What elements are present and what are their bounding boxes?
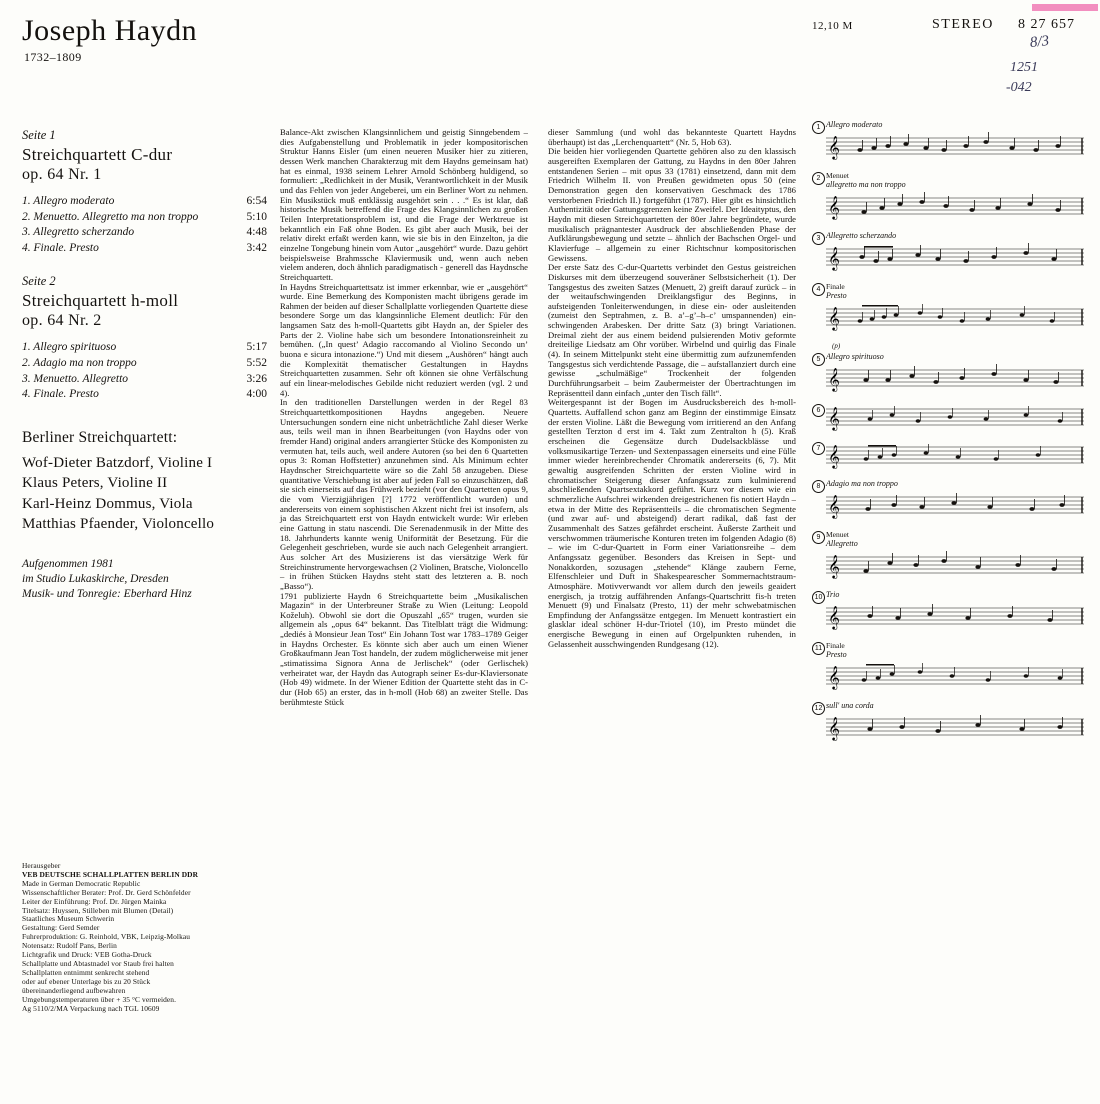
music-example <box>812 530 1088 588</box>
side2-label: Seite 2 <box>22 274 56 289</box>
paragraph: 1791 publizierte Haydn 6 Streichquartette beim „Musikalischen Magazin“ in der Unterbreuner Straße zu Wien (Leitung: Leopold Koželuh). Obwohl sie dort die Opuszahl „65“ trugen, wurden sie allgemein als „opus 64“ bekannt. Das Titelblatt trägt die Widmung: „dediés à Monsieur Jean Tost“ Ein Johann Tost war 1783–1789 Geiger in Haydns Orchester. Es könnte sich aber auch um einen Wiener Großkaufmann Jean Tost handeln, der zudem möglicherweise mit jener „stimatissima Signora Anna de Jerlischek“ (oder Gerlischek) verheiratet war, der Haydn das Autograph seiner Es-dur-Klaviersonate (Hob 49) widmete. In der Wiener Edition der Quartette steht das in C-dur (Hob 65) an erster, das in h-moll (Hob 68) an zweiter Stelle. Das berühmteste Stück <box>280 590 528 707</box>
svg-text:𝄞: 𝄞 <box>828 665 840 689</box>
imprint-line: Schallplatten entnimmt senkrecht stehend <box>22 967 150 977</box>
music-example <box>812 590 1088 639</box>
example-number: 1 <box>812 121 825 134</box>
list-item <box>22 194 267 210</box>
svg-text:𝄞: 𝄞 <box>828 135 840 159</box>
example-caption <box>826 530 1088 548</box>
example-tempo: Presto <box>826 650 847 659</box>
ensemble-member: Wof-Dieter Batzdorf, Violine I <box>22 454 213 471</box>
example-section: Finale <box>826 282 845 291</box>
music-example <box>812 479 1088 528</box>
example-number: 9 <box>812 531 825 544</box>
ensemble-name: Berliner Streichquartett: <box>22 428 178 446</box>
list-item <box>22 210 267 226</box>
example-number: 12 <box>812 702 825 715</box>
list-item <box>22 241 267 257</box>
imprint-line: übereinanderliegend aufbewahren <box>22 985 126 995</box>
side1-opus: op. 64 Nr. 1 <box>22 166 102 183</box>
side2-opus: op. 64 Nr. 2 <box>22 312 102 330</box>
paragraph: In Haydns Streichquartettsatz ist immer erkennbar, wie er „ausgehört“ wurde. Eine Bemerkung des Komponisten macht übrigens gerade im Rahmen der beiden auf dieser Schallplatte vorliegenden Quartette diese besondere Sorge um das klangsinnliche Element deutlich: Für den langsamen Satz des h-moll-Quartetts gibt Haydn an, der Spieler des Parts der 2. Violine habe sich um besondere Intonationsreinheit zu bemühen. („In quest’ Adagio raccomando al Violino Secondo un’ buona e sicura intonazione.“) Und mit diesem „Aushören“ hängt auch die Komplexität thematischer Gestaltungen in Haydns Streichquartetten zusammen. Sehr oft können sie ohne Verfälschung auf ein linear-melodisches Gebilde nicht reduziert werden (vgl. 2 und 4). <box>280 281 528 398</box>
movement-title: 4. Finale. Presto <box>22 241 99 254</box>
spacer <box>22 256 267 274</box>
example-tempo: Trio <box>826 590 840 599</box>
movement-title: 3. Menuetto. Allegretto <box>22 372 129 385</box>
handwritten-mark-2: 1251 <box>1010 60 1038 75</box>
svg-text:𝄞: 𝄞 <box>828 494 840 518</box>
example-section: Menuet <box>826 530 849 539</box>
notation-stave <box>826 600 1084 634</box>
list-item <box>22 372 267 388</box>
music-example <box>812 441 1088 477</box>
music-example <box>812 120 1088 169</box>
imprint-publisher: VEB DEUTSCHE SCHALLPLATTEN BERLIN DDR <box>22 869 199 879</box>
svg-text:𝄞: 𝄞 <box>828 246 840 270</box>
paragraph: Der erste Satz des C-dur-Quartetts verbindet den Gestus geistreichen Diskurses mit dem überzeugend souveräner Selbstsicherheit (1). Der Tangsgestus des zweiten Satzes (Menuett, 2) greift darauf zurück – in der weitaufschwingenden Dreiklangsfigur des Beginns, in aufsteigenden Tonleiterwendungen, in diese ein- oder ausleitenden (zumeist den Septrahmen, z. B. a’–g’–h–c’ umspannenden) ein- schwingenden Arabesken. Der dritte Satz (3) bringt Variationen. Dreimal zieht der aus einem beidend pulsierenden Motiv geformte dreiteilige Liedsatz am Ohr vorüber. Wirbelnd und quirlig das Finale (4). In seinem Mittelpunkt steht eine übermittig zum aufzunemfenden Tangsgestus sich verdichtende Passage, die – aufstallanziert durch eine gewisse „schulmäßige“ Trockenheit der folgenden Durchführungsarbeit – beim Zaubermeister der Übertrachtungen im Repräsentteil dann einfach „unter den Tisch fällt“. <box>548 262 796 398</box>
imprint-line: oder auf ebener Unterlage bis zu 20 Stück <box>22 976 151 986</box>
example-caption <box>826 231 1088 240</box>
notation-stave <box>826 442 1084 472</box>
ensemble-member: Matthias Pfaender, Violoncello <box>22 516 215 533</box>
imprint-line: Herausgeber <box>22 861 61 870</box>
example-caption <box>826 590 1088 599</box>
imprint-line: Ag 5110/2/MA Verpackung nach TGL 10609 <box>22 1003 160 1013</box>
imprint-block <box>22 862 252 1013</box>
example-caption <box>826 701 1088 710</box>
svg-text:𝄞: 𝄞 <box>828 554 840 578</box>
notation-stave <box>826 241 1084 275</box>
list-item <box>22 356 267 372</box>
movement-title: 1. Allegro moderato <box>22 195 115 207</box>
example-tempo: sull' una corda <box>826 701 874 710</box>
notation-stave <box>826 404 1084 434</box>
imprint-line: Schallplatte und Abtastnadel vor Staub frei halten <box>22 958 174 968</box>
example-caption <box>826 352 1088 361</box>
example-number: 5 <box>812 353 825 366</box>
example-number: 11 <box>812 642 825 655</box>
notation-stave <box>826 489 1084 523</box>
list-item <box>22 387 267 403</box>
movement-title: 2. Menuetto. Allegretto ma non troppo <box>22 210 199 223</box>
imprint-line: Fuhrerproduktion: G. Reinhold, VBK, Leipzig-Molkau <box>22 932 191 942</box>
movement-duration: 5:52 <box>246 356 267 369</box>
movement-title: 1. Allegro spirituoso <box>22 341 117 354</box>
notation-stave <box>826 301 1084 337</box>
list-item <box>22 340 267 356</box>
example-number: 3 <box>812 232 825 245</box>
dynamic-marking: (p) <box>832 342 841 350</box>
movement-duration: 6:54 <box>246 195 267 207</box>
example-number: 10 <box>812 591 825 604</box>
imprint-line: Leiter der Einführung: Prof. Dr. Jürgen Mainka <box>22 896 167 906</box>
imprint-line: Notensatz: Rudolf Pans, Berlin <box>22 941 117 951</box>
paragraph: Weitergespannt ist der Bogen im Ausdrucksbereich des h-moll-Quartetts. Auffallend schon ganz am Beginn der einstimmige Einsatz der ersten Violine. Läßt die Bewegung vom irritierend an den Anfang gestellten Terzton d erst im 4. Takt zum Zentralton h (5). Kraß erscheinen die Gegensätze durch Dudelsackblässe und volksmusikartige Terzen- und Sextenpassagen einerseits und eine Fülle immer wieder hereinbrechender Chromatik andererseits (6, 7). Mit gewaltig ausgreifenden Schritten der ersten Violine wird in chromatischer Steigerung dieser Anfangssatz zum kulminierend abschließenden Quartsextakkord geführt. Kurz vor diesem wie ein schmerzliche Aufschrei wirkenden dreigestrichenen fis notiert Haydn – etwa in der Mitte des Repräsentteils – die chromatischen Segmente (und zwar auf- und absteigend) derart radikal, daß fast der Zusammenhalt des Satzes gefährdet erscheint. Äußerste Zartheit und verschwommen träumerische Konturen treten im folgenden Adagio (8) – wie im C-dur-Quartett in Form einer Variationsreihe – dem Anfangssatz gegenüber. Besonders das Kreisen in Sept- und Nonakkorden, sozusagen „stehende“ Klänge zaubern Ferne, Elfenschleier und Duft in Shakespearescher Sommernachtstraum-Atmosphäre. Motivverwandt vor allem durch den jeweils geaidert energisch, ja trotzig auffährenden Anfangs-Quartschritt fis-h treten Menuett (9) und Finalsatz (Presto, 11) der mehr schwebatmischen Empfindung der Anfangssätze entgegen. Im Menuett kontrastiert ein glasklar ideal schöner H-dur-Triotel (10), im Presto mündet die energische Bewegung in einen auf Orgelpunkten ruhenden, in Gelassenheit ausschwingenden Rundgesang (12). <box>548 397 796 649</box>
notation-stave <box>826 190 1084 224</box>
svg-text:𝄞: 𝄞 <box>828 195 840 219</box>
list-item <box>22 225 267 241</box>
imprint-line: Gestaltung: Gerd Semder <box>22 923 100 933</box>
movement-title: 4. Finale. Presto <box>22 388 99 401</box>
handwritten-mark-3: -042 <box>1006 80 1032 95</box>
ensemble-member: Karl-Heinz Dommus, Viola <box>22 495 193 512</box>
svg-text:𝄞: 𝄞 <box>828 306 840 330</box>
stereo-label: STEREO <box>932 17 994 32</box>
svg-text:𝄞: 𝄞 <box>828 444 840 468</box>
example-tempo: Allegretto <box>826 539 858 548</box>
notation-stave <box>826 711 1084 745</box>
example-number: 8 <box>812 480 825 493</box>
example-section: Finale <box>826 641 845 650</box>
page-title: Joseph Haydn <box>22 14 198 47</box>
paragraph: dieser Sammlung (und wohl das bekannteste Quartett Haydns überhaupt) ist das „Lerchenquartett“ (Nr. 5, Hob 63). <box>548 127 796 147</box>
imprint-line: Umgebungstemperaturen über + 35 °C vermeiden. <box>22 994 177 1004</box>
side1-title: Streichquartett C-dur <box>22 145 173 164</box>
music-example <box>812 403 1088 439</box>
music-example <box>812 171 1088 229</box>
music-example <box>812 641 1088 699</box>
music-example <box>812 231 1088 280</box>
example-caption <box>826 120 1088 129</box>
example-tempo: Adagio ma non troppo <box>826 479 898 488</box>
example-tempo: Allegro spirituoso <box>826 352 884 361</box>
music-examples-column <box>812 120 1088 752</box>
notation-stave <box>826 362 1084 396</box>
imprint-line: Staatliches Museum Schwerin <box>22 914 115 924</box>
example-section: Menuet <box>826 171 849 180</box>
recording-line: Aufgenommen 1981 <box>22 557 114 570</box>
recording-info <box>22 557 267 602</box>
side1-label: Seite 1 <box>22 128 56 142</box>
imprint-line: Lichtgrafik und Druck: VEB Gotha-Druck <box>22 950 152 960</box>
imprint-line: Titelsatz: Huyssen, Stilleben mit Blumen (Detail) <box>22 905 174 915</box>
paragraph: In den traditionellen Darstellungen werden in der Regel 83 Streichquartettkompositionen Haydns angegeben. Neuere Untersuchungen sondern eine nicht unbeträchtliche Zahl dieser Werke aus, teils weil man in ihnen Bearbeitungen (von Haydns oder von fremder Hand) original anders arrangierter Stücke des Komponisten zu vermuten hat, teils auch, weil andere Autoren (so bei den 6 Quartetten opus 3: Roman Hoffstetter) anzunehmen sind. Als Minimum echter Haydnscher Streichquartette wäre so die Zahl 58 anzugeben. Diese quantitative Verschiebung ist aber auf jeden Fall so einzuschätzen, daß sie sich einerseits auf das Frühwerk bezieht (vor den Quartetten opus 9, die vom Vierzigjährigen [?] 1772 veröffentlicht wurden) und andererseits von einem sophistischen Akzent nicht frei ist insofern, als ja das Streichquartett erst von Haydn entwickelt wurde: Wir erleben eine Gattung in statu nascendi. Die Serenadenmusik in der Mitte des 18. Jahrhunderts kannte wenig Uniformität der Besetzung. Für die Gelegenheit geschrieben, wurde sie auch nach Gelegenheit arrangiert. Aus solcher Art des Musizierens ist das viersätzige Werk für Streichinstrumente hervorgewachsen (2 Violinen, Bratsche, Violoncello – in frühen Stücken Haydns steht statt des letzteren a. B. noch „Basso“). <box>280 397 528 591</box>
recording-line: Musik- und Tonregie: Eberhard Hinz <box>22 587 192 600</box>
pink-highlight-mark <box>1032 4 1098 11</box>
example-number: 2 <box>812 172 825 185</box>
side2-title: Streichquartett h-moll <box>22 291 179 311</box>
notation-stave <box>826 660 1084 694</box>
example-tempo: Allegretto scherzando <box>826 231 897 240</box>
composer-dates: 1732–1809 <box>24 50 82 64</box>
handwritten-mark-1: 8/3 <box>1029 33 1050 51</box>
music-example <box>812 701 1088 750</box>
ensemble-member: Klaus Peters, Violine II <box>22 475 168 492</box>
movement-title: 2. Adagio ma non troppo <box>22 356 137 369</box>
example-number: 6 <box>812 404 825 417</box>
example-tempo: Presto <box>826 291 847 300</box>
notation-stave <box>826 549 1084 583</box>
track-listing <box>22 128 267 602</box>
price-code: 12,10 M <box>812 20 853 32</box>
svg-text:𝄞: 𝄞 <box>828 605 840 629</box>
imprint-line: Made in German Democratic Republic <box>22 878 141 888</box>
notation-stave <box>826 130 1084 164</box>
movement-duration: 3:42 <box>246 241 267 254</box>
music-example <box>812 282 1088 350</box>
movement-duration: 4:48 <box>246 226 267 239</box>
movement-duration: 5:17 <box>246 341 267 354</box>
essay-column-right <box>548 128 796 649</box>
movement-duration: 4:00 <box>246 388 267 401</box>
example-tempo: allegretto ma non troppo <box>826 180 906 189</box>
example-tempo: Allegro moderato <box>826 120 883 129</box>
example-number: 7 <box>812 442 825 455</box>
example-caption <box>826 282 1088 300</box>
svg-text:𝄞: 𝄞 <box>828 406 840 430</box>
catalog-number: 8 27 657 <box>1018 17 1075 32</box>
paragraph: Die beiden hier vorliegenden Quartette gehören also zu den klassisch ausgereiften Exemplaren der Gattung, zu Haydns in den 80er Jahren entstandenen Serien – mit opus 33 (1781) einsetzend, dann mit dem Friedrich Wilhelm II. von Preußen gewidmeten opus 50 (eine Demonstration gegen den konservativen Geschmack des 1786 verstorbenen Friedrich II.) fortgeführt (1787). Hier gibt es hinsichtlich Authentizität oder Gattungsgrenzen keine Zweifel. Der Ideaityptus, den Haydn mit diesen Streichquartetten der 80er Jahre begründete, wurde musikalisch prägnantester Ausdruck der abschließenden Phase der Aufklärungsbewegung und setzte – ähnlich der Bachschen Orgel- und Klavierfuge – allgemein zu einer Richtschnur kompositorischen Gewissens. <box>548 146 796 263</box>
example-caption <box>826 641 1088 659</box>
essay-column-left <box>280 128 528 707</box>
example-number: 4 <box>812 283 825 296</box>
example-caption <box>826 479 1088 488</box>
recording-line: im Studio Lukaskirche, Dresden <box>22 572 169 585</box>
movement-duration: 3:26 <box>246 372 267 385</box>
movement-title: 3. Allegretto scherzando <box>22 226 135 239</box>
svg-text:𝄞: 𝄞 <box>828 367 840 391</box>
music-example <box>812 352 1088 401</box>
imprint-line: Wissenschaftlicher Berater: Prof. Dr. Gerd Schönfelder <box>22 887 191 897</box>
movement-duration: 5:10 <box>246 210 267 223</box>
svg-text:𝄞: 𝄞 <box>828 716 840 740</box>
example-caption <box>826 171 1088 189</box>
paragraph: Balance-Akt zwischen Klangsinnlichem und geistig Sinngebendem – dies Aufgabenstellung und Problematik in jeder kompositorischen Struktur Hanns Eisler (um einen neueren Musiker hier zu zitieren, dessen Werk manchen Charakterzug mit dem Haydns gemeinsam hat) hat es einmal, 1938 seinem Lehrer Arnold Schönberg huldigend, so formuliert: „Redlichkeit in der Musik, Verantwortlichkeit in der Musik und das Fehlen von jeder Angeberei, um ein Berliner Wort zu nehmen. Ein Musikstück muß entklässig ausgehört sein . . .“ Es ist klar, daß historische Musik betreffend die Frage des Klangsinnlichen zu großen Teilen Interpretationsproblem ist, und die Frage der Werktreue ist bekanntlich ein Faß ohne Boden. Es gibt aber auch Musik, bei der relativ direkt erfaßt werden kann, wie sie bis in den Einzelton, ja die einzelne Tongebung hinein vom Autor „ausgehört“ wurde. Dazu gehört beispielsweise Brahmssche Klaviermusik und, wenn auch neben vielem anderen, doch ähnlich paradigmatisch - generell das Haydnsche Streichquartett. <box>280 127 528 282</box>
